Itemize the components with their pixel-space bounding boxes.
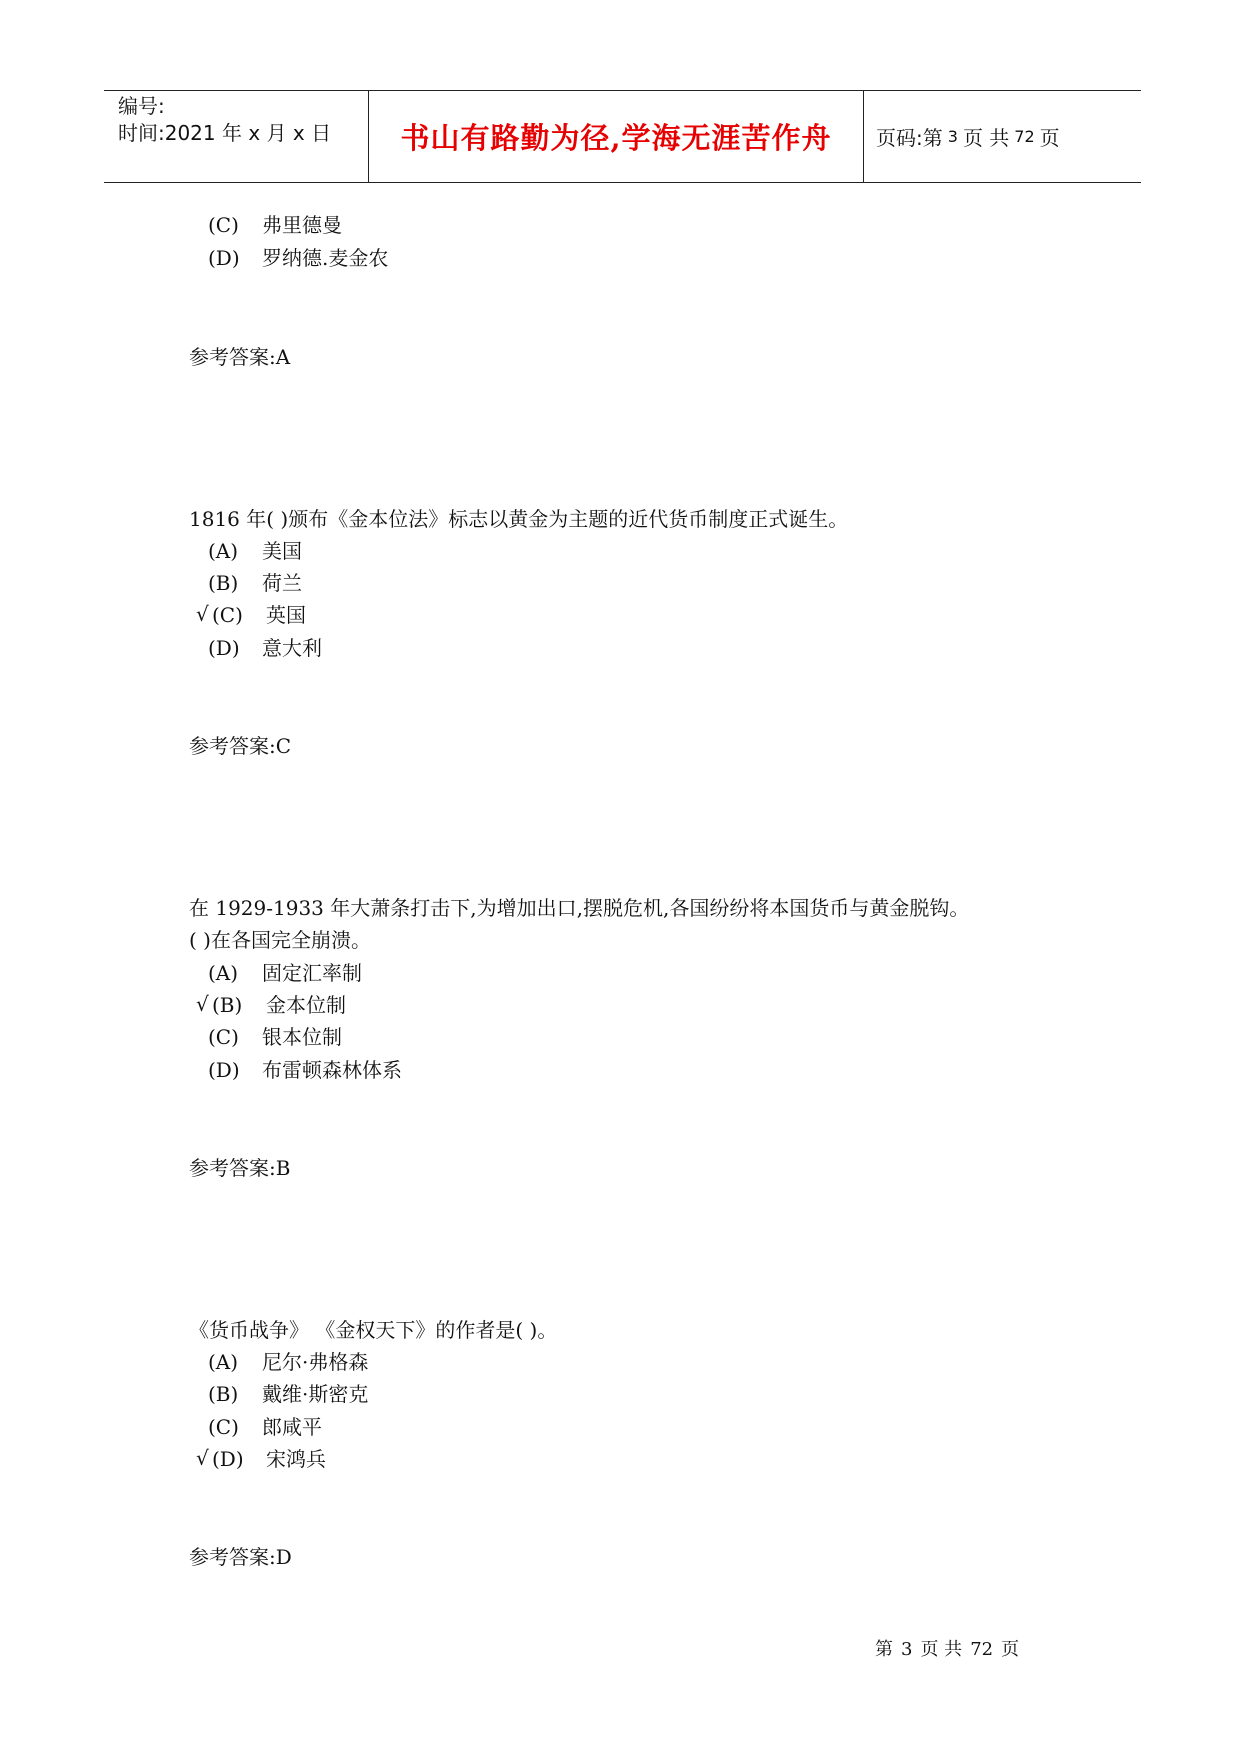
- header-meta: [104, 91, 369, 182]
- option-letter: (D): [208, 246, 240, 270]
- option-text: 宋鸿兵: [266, 1447, 326, 1471]
- option-text: 尼尔·弗格森: [262, 1350, 369, 1374]
- option-letter: (D): [208, 636, 240, 660]
- header-page-mid: 页 共: [962, 126, 1010, 150]
- option-letter: (B): [212, 993, 243, 1017]
- footer-page-total: 72: [970, 1639, 994, 1660]
- option-c: [208, 1024, 342, 1050]
- question-stem: 在 1929-1933 年大萧条打击下,为增加出口,摆脱危机,各国纷纷将本国货币与黄金脱钩。: [189, 896, 970, 920]
- option-a: [208, 1349, 368, 1375]
- option-text: 金本位制: [266, 993, 346, 1017]
- option-text: 美国: [262, 539, 302, 563]
- footer-suffix: 页: [1001, 1639, 1020, 1660]
- option-text: 固定汇率制: [262, 961, 362, 985]
- footer-mid: 页 共: [920, 1639, 963, 1660]
- question-stem-cont: ( )在各国完全崩溃。: [189, 928, 371, 952]
- option-text: 意大利: [262, 636, 322, 660]
- option-d: [208, 245, 388, 271]
- checkmark-icon: √: [196, 1446, 209, 1470]
- option-text: 郎咸平: [262, 1415, 322, 1439]
- header-page-total: 72: [1014, 127, 1035, 146]
- option-c: [212, 602, 306, 628]
- header-page-suffix: 页: [1039, 126, 1060, 150]
- option-c: [208, 212, 342, 238]
- option-text: 银本位制: [262, 1025, 342, 1049]
- option-letter: (D): [212, 1447, 244, 1471]
- option-d: [208, 635, 322, 661]
- option-a: [208, 538, 302, 564]
- option-letter: (A): [208, 539, 239, 563]
- option-b: [208, 570, 302, 596]
- option-a: [208, 960, 362, 986]
- option-letter: (C): [208, 1025, 239, 1049]
- header-page-info: [864, 91, 1141, 182]
- answer-key: 参考答案:C: [189, 734, 292, 758]
- header-page-prefix: 页码:第: [876, 126, 943, 150]
- option-c: [208, 1414, 322, 1440]
- option-letter: (C): [212, 603, 243, 627]
- question-stem: 1816 年( )颁布《金本位法》标志以黄金为主题的近代货币制度正式诞生。: [189, 507, 849, 531]
- header-motto: 书山有路勤为径,学海无涯苦作舟: [369, 91, 864, 182]
- answer-key: 参考答案:D: [189, 1545, 292, 1569]
- checkmark-icon: √: [196, 992, 209, 1016]
- header-id-label: 编号:: [118, 94, 165, 118]
- option-text: 英国: [266, 603, 306, 627]
- question-stem: 《货币战争》 《金权天下》的作者是( )。: [189, 1318, 558, 1342]
- option-text: 罗纳德.麦金农: [262, 246, 389, 270]
- option-letter: (D): [208, 1058, 240, 1082]
- option-text: 戴维·斯密克: [262, 1382, 369, 1406]
- checkmark-icon: √: [196, 602, 209, 626]
- option-d: [208, 1057, 402, 1083]
- option-letter: (A): [208, 1350, 239, 1374]
- option-b: [212, 992, 346, 1018]
- option-letter: (B): [208, 1382, 239, 1406]
- option-letter: (C): [208, 1415, 239, 1439]
- option-letter: (A): [208, 961, 239, 985]
- option-text: 布雷顿森林体系: [262, 1058, 402, 1082]
- answer-key: 参考答案:A: [189, 345, 291, 369]
- option-b: [208, 1381, 368, 1407]
- answer-key: 参考答案:B: [189, 1156, 291, 1180]
- option-d: [212, 1446, 326, 1472]
- page-footer: [871, 1635, 1023, 1661]
- option-text: 弗里德曼: [262, 213, 342, 237]
- footer-page-number: 3: [901, 1639, 913, 1660]
- option-letter: (B): [208, 571, 239, 595]
- option-text: 荷兰: [262, 571, 302, 595]
- footer-prefix: 第: [875, 1639, 893, 1660]
- option-letter: (C): [208, 213, 239, 237]
- page-header: [104, 90, 1141, 183]
- header-page-number: 3: [947, 127, 958, 146]
- header-time-label: 时间:2021 年 x 月 x 日: [118, 121, 332, 145]
